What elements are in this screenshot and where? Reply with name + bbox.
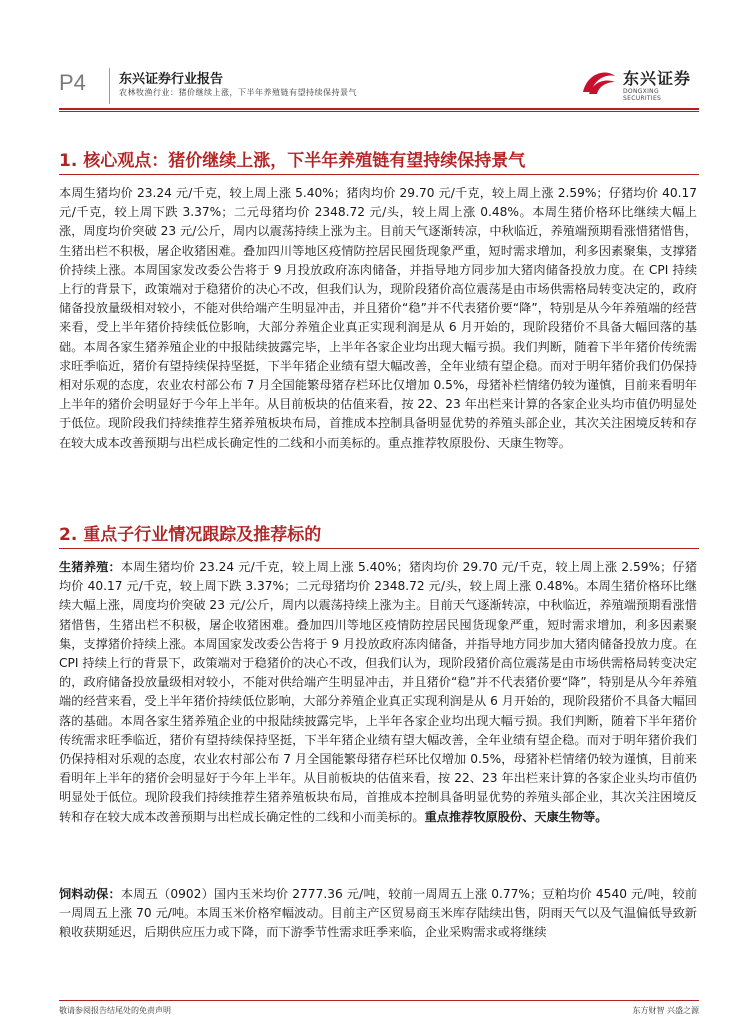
feed-label: 饲料动保： [59,887,121,901]
section-1-title: 1. 核心观点：猪价继续上涨，下半年养殖链有望持续保持景气 [59,151,526,171]
logo-mark-icon [579,66,619,98]
feed-body: 本周五（0902）国内玉米均价 2777.36 元/吨，较前一周周五上涨 0.77%；豆粕均价 4540 元/吨，较前一周周五上涨 70 元/吨。本周玉米价格窄幅波动。目前主产区贸易商玉米库存陆续出售，阴雨天气以及气温偏低导致新粮收获期延迟，后期供应压力或下降，而下游季节性需求旺季来临，企业采购需求或将继续 [59,887,698,940]
report-subtitle: 农林牧渔行业：猪价继续上涨，下半年养殖链有望持续保持景气 [119,88,357,97]
footer-slogan: 东方财智 兴盛之源 [632,1006,699,1015]
pig-farming-paragraph [59,558,697,827]
section-1-paragraph: 本周生猪均价 23.24 元/千克，较上周上涨 5.40%；猪肉均价 29.70 元/千克，较上周上涨 2.59%；仔猪均价 40.17 元/千克，较上周下跌 3.37%；二元母猪均价 2348.72 元/头，较上周上涨 0.48%。本周生猪价格环比继续大幅上涨，周度均价突破 23 元/公斤，周内以震荡持续上涨为主。目前天气逐渐转凉，中秋临近，养殖端预期看涨惜猪惜售，生猪出栏不积极，屠企收猪困难。叠加四川等地区疫情防控居民囤货现象严重，短时需求增加，利多因素聚集，支撑猪价持续上涨。本周国家发改委公告将于 9 月投放政府冻肉储备，并指导地方同步加大猪肉储备投放力度。在 CPI 持续上行的背景下，政策端对于稳猪价的决心不改，但我们认为，现阶段猪价高位震荡是由市场供需格局转变决定的，政府储备投放量级相对较小，不能对供给端产生明显冲击，并且猪价“稳”并不代表猪价要“降”，特别是从今年养殖端的经营来看，受上半年猪价持续低位影响，大部分养殖企业真正实现利润是从 6 月开始的，现阶段猪价不具备大幅回落的基础。本周各家生猪养殖企业的中报陆续披露完毕，上半年各家企业均出现大幅亏损。我们判断，随着下半年猪价传统需求旺季临近，猪价有望持续保持坚挺，下半年猪企业绩有望大幅改善，全年业绩有望企稳。而对于明年猪价我们仍保持相对乐观的态度，农业农村部公布 7 月全国能繁母猪存栏环比仅增加 0.5%，母猪补栏情绪仍较为谨慎，目前来看明年上半年的猪价会明显好于今年上半年。从目前板块的估值来看，按 22、23 年出栏来计算的各家企业头均市值仍明显处于低位。现阶段我们持续推荐生猪养殖板块布局，首推成本控制具备明显优势的养殖头部企业，其次关注困境反转和存在较大成本改善预期与出栏成长确定性的二线和小而美标的。重点推荐牧原股份、天康生物等。 [59,186,697,450]
company-logo [579,64,699,104]
header-rule [59,108,699,110]
section-1-rule [59,174,699,175]
section-2-title: 2. 重点子行业情况跟踪及推荐标的 [59,525,322,545]
footer-rule [59,1000,699,1001]
header-rule-thin [59,111,699,112]
logo-text-cn: 东兴证券 [623,69,692,88]
report-header [59,68,699,102]
section-2-rule [59,548,699,549]
logo-text-en: DONGXING SECURITIES [623,88,662,102]
page-number: P4 [59,70,86,95]
pig-farming-label: 生猪养殖： [59,560,121,574]
pig-farming-body: 本周生猪均价 23.24 元/千克，较上周上涨 5.40%；猪肉均价 29.70 元/千克，较上周上涨 2.59%；仔猪均价 40.17 元/千克，较上周下跌 3.37%；二元母猪均价 2348.72 元/头，较上周上涨 0.48%。本周生猪价格环比继续大幅上涨，周度均价突破 23 元/公斤，周内以震荡持续上涨为主。目前天气逐渐转凉，中秋临近，养殖端预期看涨惜猪惜售，生猪出栏不积极，屠企收猪困难。叠加四川等地区疫情防控居民囤货现象严重，短时需求增加，利多因素聚集，支撑猪价持续上涨。本周国家发改委公告将于 9 月投放政府冻肉储备，并指导地方同步加大猪肉储备投放力度。在 CPI 持续上行的背景下，政策端对于稳猪价的决心不改，但我们认为，现阶段猪价高位震荡是由市场供需格局转变决定的，政府储备投放量级相对较小，不能对供给端产生明显冲击，并且猪价“稳”并不代表猪价要“降”，特别是从今年养殖端的经营来看，受上半年猪价持续低位影响，大部分养殖企业真正实现利润是从 6 月开始的，现阶段猪价不具备大幅回落的基础。本周各家生猪养殖企业的中报陆续披露完毕，上半年各家企业均出现大幅亏损。我们判断，随着下半年猪价传统需求旺季临近，猪价有望持续保持坚挺，下半年猪企业绩有望大幅改善，全年业绩有望企稳。而对于明年猪价我们仍保持相对乐观的态度，农业农村部公布 7 月全国能繁母猪存栏环比仅增加 0.5%，母猪补栏情绪仍较为谨慎，目前来看明年上半年的猪价会明显好于今年上半年。从目前板块的估值来看，按 22、23 年出栏来计算的各家企业头均市值仍明显处于低位。现阶段我们持续推荐生猪养殖板块布局，首推成本控制具备明显优势的养殖头部企业，其次关注困境反转和存在较大成本改善预期与出栏成长确定性的二线和小而美标的。 [59,560,698,824]
header-divider [109,68,110,104]
pig-farming-highlight: 重点推荐牧原股份、天康生物等。 [424,809,608,824]
report-series-title: 东兴证券行业报告 [119,72,224,87]
feed-paragraph [59,885,697,943]
disclaimer-note: 敬请参阅报告结尾处的免责声明 [59,1006,171,1015]
